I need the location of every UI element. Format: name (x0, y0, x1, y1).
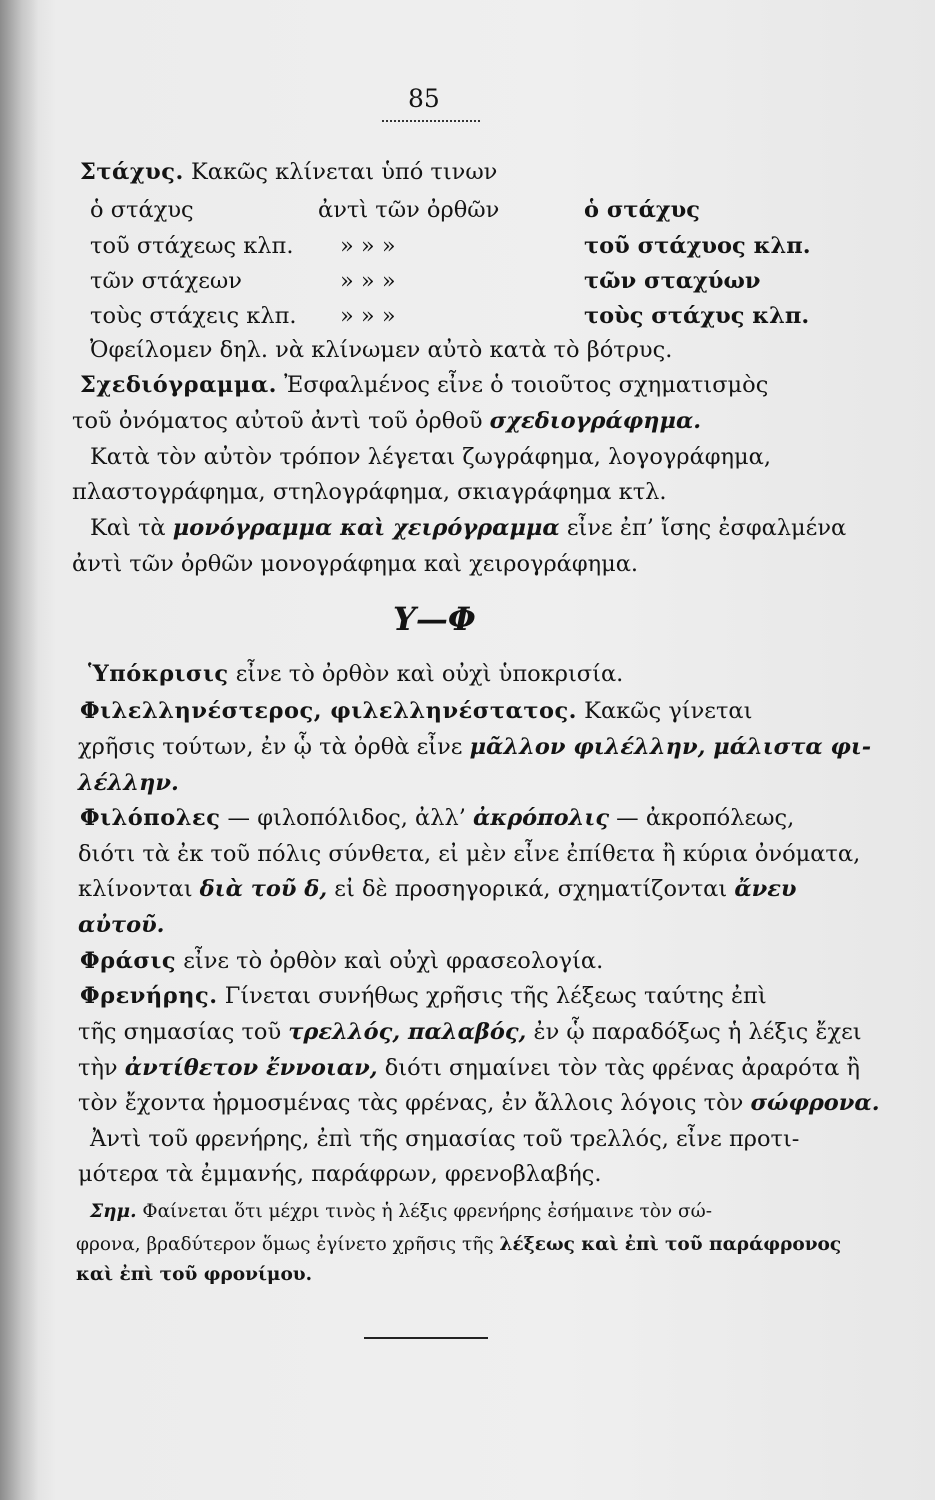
entry-text-line (78, 736, 871, 759)
table-cell: τοὺς στάχεις κλπ. (90, 303, 297, 329)
entry-text: τὸν ἔχοντα ἡρμοσμένας τὰς φρένας, ἐν ἄλλοις λόγοις τὸν (78, 1090, 751, 1116)
emphasis-text: διὰ τοῦ δ, (199, 876, 328, 902)
entry-text-line: Ὀφείλομεν δηλ. νὰ κλίνωμεν αὐτὸ κατὰ τὸ βότρυς. (90, 337, 673, 363)
entry-text-line (78, 1092, 880, 1115)
entry-frenirys (80, 985, 767, 1008)
entry-text: εἶνε ἐπ’ ἴσης ἐσφαλμένα (559, 515, 847, 541)
emphasis-text: μονόγραμμα καὶ χειρόγραμμα (172, 515, 560, 541)
entry-text: Γίνεται συνήθως χρῆσις τῆς λέξεως ταύτης ἐπὶ (217, 983, 767, 1009)
entry-text-line (78, 1057, 860, 1080)
emphasis-text: λέλλην. (78, 770, 179, 796)
entry-headword: Φιλόπολες (80, 805, 221, 831)
table-cell: » » » (340, 303, 396, 329)
footnote-line: καὶ ἐπὶ τοῦ φρονίμου. (76, 1264, 313, 1285)
table-cell: ἀντὶ τῶν ὀρθῶν (318, 197, 500, 223)
emphasis-text: σχεδιογράφημα. (489, 408, 702, 434)
entry-frasis (80, 950, 603, 973)
table-cell: τοῦ στάχεως κλπ. (90, 233, 294, 259)
emphasis-text: μᾶλλον φιλέλλην, μάλιστα φι- (469, 734, 872, 760)
entry-text: χρῆσις τούτων, ἐν ᾧ τὰ ὀρθὰ εἶνε (78, 734, 470, 760)
entry-text-line: πλαστογράφημα, στηλογράφημα, σκιαγράφημα κτλ. (72, 479, 667, 505)
table-cell: ὁ στάχυς (584, 197, 700, 223)
entry-schediografamma (80, 374, 768, 397)
table-cell: τῶν σταχύων (584, 268, 761, 294)
footnote-text: φρονα, βραδύτερον ὅμως ἐγίνετο χρῆσις τῆς (76, 1234, 500, 1255)
entry-text: εἰ δὲ προσηγορικά, σχηματίζονται (327, 876, 735, 902)
emphasis-text: αὐτοῦ. (78, 912, 165, 938)
entry-headword: Φρενήρης. (80, 983, 218, 1009)
entry-text: εἶνε τὸ ὀρθὸν καὶ οὐχὶ φρασεολογία. (176, 948, 604, 974)
entry-text-line (78, 1021, 862, 1044)
table-cell: τοῦ στάχυος κλπ. (584, 233, 811, 259)
entry-text-line: Κατὰ τὸν αὐτὸν τρόπον λέγεται ζωγράφημα, λογογράφημα, (90, 444, 771, 470)
footnote-emphasis: λέξεως καὶ ἐπὶ τοῦ παράφρονος (499, 1234, 842, 1255)
entry-text: εἶνε τὸ ὀρθὸν καὶ οὐχὶ ὑποκρισία. (228, 661, 624, 687)
table-cell: » » » (340, 233, 396, 259)
table-cell: » » » (340, 268, 396, 294)
entry-text-line: ἀντὶ τῶν ὀρθῶν μονογράφημα καὶ χειρογράφημα. (72, 551, 639, 577)
entry-filellin (80, 700, 752, 723)
entry-text: τῆς σημασίας τοῦ (78, 1019, 289, 1045)
entry-text-line (90, 517, 846, 540)
entry-text: διότι σημαίνει τὸν τὰς φρένας ἀραρότα ἢ (377, 1055, 860, 1081)
entry-text: Κακῶς κλίνεται ὑπό τινων (183, 159, 498, 185)
entry-text: Ἐσφαλμένος εἶνε ὁ τοιοῦτος σχηματισμὸς (277, 372, 769, 398)
entry-text-line (72, 410, 701, 433)
table-cell: τοὺς στάχυς κλπ. (584, 303, 810, 329)
entry-text-line (78, 878, 797, 901)
table-cell: ὁ στάχυς (90, 197, 194, 223)
section-title: Υ—Φ (393, 600, 476, 638)
entry-headword: Στάχυς. (80, 159, 184, 185)
entry-headword: Σχεδιόγραμμα. (80, 372, 278, 398)
footnote-text: Φαίνεται ὅτι μέχρι τινὸς ἡ λέξις φρενήρης ἐσήμαινε τὸν σώ- (136, 1201, 712, 1222)
entry-text: τὴν (78, 1055, 125, 1081)
entry-text: κλίνονται (78, 876, 200, 902)
entry-ypokrisis (88, 663, 623, 686)
footnote-line (90, 1203, 712, 1222)
emphasis-text: ἀκρόπολις (473, 805, 610, 831)
entry-headword: Φιλελληνέστερος, φιλελληνέστατος. (80, 698, 578, 724)
footnote-label: Σημ. (90, 1201, 137, 1222)
emphasis-text: τρελλός, παλαβός, (288, 1019, 527, 1045)
entry-text: Κακῶς γίνεται (577, 698, 753, 724)
entry-headword: Ὑπόκρισις (88, 661, 229, 687)
entry-text-line: Ἀντὶ τοῦ φρενήρης, ἐπὶ τῆς σημασίας τοῦ τρελλός, εἶνε προτι- (90, 1126, 800, 1152)
emphasis-text: σώφρονα. (750, 1090, 880, 1116)
entry-stachys-intro (80, 161, 497, 184)
entry-text: ἐν ᾧ παραδόξως ἡ λέξις ἔχει (526, 1019, 862, 1045)
entry-text: — ἀκροπόλεως, (609, 805, 795, 831)
entry-text-line: διότι τὰ ἐκ τοῦ πόλις σύνθετα, εἰ μὲν εἶνε ἐπίθετα ἢ κύρια ὀνόματα, (78, 841, 861, 867)
entry-text: Καὶ τὰ (90, 515, 173, 541)
emphasis-text: ἄνευ (734, 876, 797, 902)
table-cell: τῶν στάχεων (90, 268, 242, 294)
entry-text: τοῦ ὀνόματος αὐτοῦ ἀντὶ τοῦ ὀρθοῦ (72, 408, 490, 434)
page-number: 85 (408, 84, 440, 113)
page-binding-shadow (0, 0, 38, 1500)
entry-headword: Φράσις (80, 948, 177, 974)
entry-text-line: μότερα τὰ ἐμμανής, παράφρων, φρενοβλαβής. (78, 1161, 602, 1187)
entry-text: — φιλοπόλιδος, ἀλλ’ (220, 805, 474, 831)
emphasis-text: ἀντίθετον ἔννοιαν, (124, 1055, 378, 1081)
entry-filopoles (80, 807, 794, 830)
page-number-ornament (382, 116, 480, 122)
footnote-line (76, 1236, 841, 1255)
closing-rule (364, 1337, 488, 1339)
